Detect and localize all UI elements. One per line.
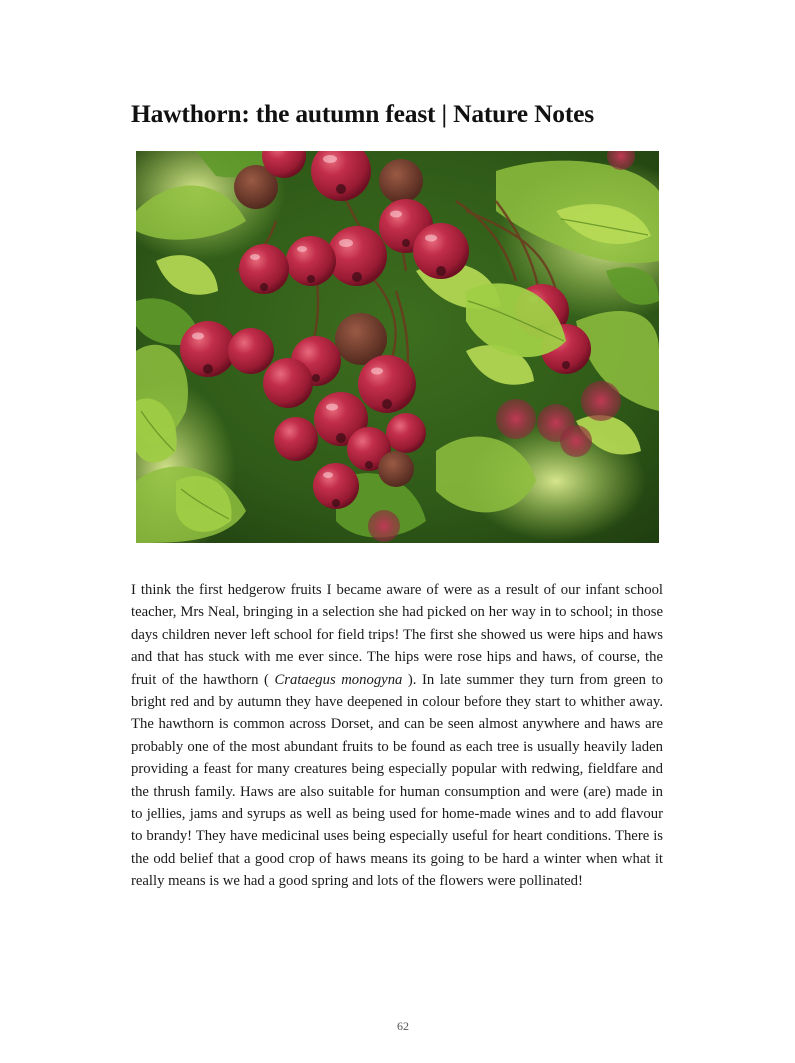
body-text-part-1: I think the first hedgerow fruits I became aware of were as a result of our infant school teacher, Mrs Neal, bringing in a selection she had picked on her way in to school; in those days children never left school for field trips! The first she showed us were hips and haws and that has stuck with me ever since. The hips were rose hips and haws, of course, the fruit of the hawthorn (: [131, 582, 663, 688]
species-name: Crataegus monogyna: [274, 671, 403, 688]
page-title: Hawthorn: the autumn feast | Nature Notes: [131, 99, 594, 128]
article-body: [131, 579, 663, 893]
body-text-part-2: ). In late summer they turn from green to bright red and by autumn they have deepened in colour before they start to whither away. The hawthorn is common across Dorset, and can be seen almost anywhere and haws are probably one of the most abundant fruits to be found as each tree is usually heavily laden providing a feast for many creatures being especially popular with redwing, fieldfare and the thrush family. Haws are also suitable for human consumption and were (are) made in to jellies, jams and syrups as well as being used for home-made wines and to add flavour to brandy! They have medicinal uses being especially useful for heart conditions. There is the odd belief that a good crop of haws means its going to be hard a winter when what it really means is we had a good spring and lots of the flowers were pollinated!: [131, 671, 663, 890]
hawthorn-berries-photo: [136, 151, 659, 543]
page-number: 62: [397, 1019, 409, 1033]
